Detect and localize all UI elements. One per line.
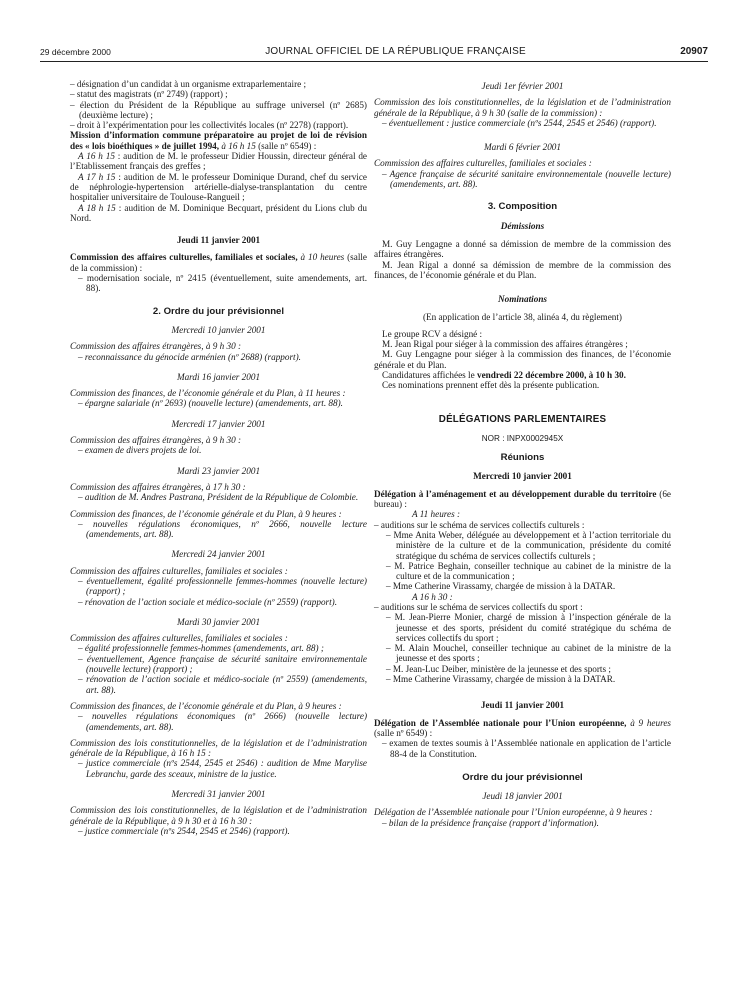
date-heading: Jeudi 1er février 2001: [481, 81, 564, 91]
commission-line: Commission des affaires culturelles, familiales et sociales, à 10 heures (salle de la commission) :: [70, 252, 368, 273]
commission-line: Commission des affaires culturelles, familiales et sociales :: [70, 633, 288, 644]
commission-line: Commission des affaires étrangères, à 9 h 30 :: [70, 341, 242, 352]
delegation-line: Délégation à l’aménagement et au développement durable du territoire (6e bureau) :: [374, 488, 672, 510]
list-item: – bilan de la présidence française (rapport d’information).: [382, 817, 599, 828]
commission-line: Commission des affaires étrangères, à 9 h 30 :: [70, 435, 242, 446]
nor-reference: NOR : INPX0002945X: [481, 433, 564, 443]
header-title: JOURNAL OFFICIEL DE LA RÉPUBLIQUE FRANÇAISE: [265, 46, 526, 57]
right-column: [374, 79, 671, 828]
commission-line: Commission des affaires étrangères, à 17 h 30 :: [70, 481, 246, 492]
list-item: – examen de textes soumis à l’Assemblée nationale en application de l’article 88-4 de la Constitution.: [382, 738, 671, 759]
list-item: – justice commerciale (nºs 2544, 2545 et 2546) (rapport).: [78, 825, 290, 836]
list-item: – reconnaissance du génocide arménien (nº 2688) (rapport).: [78, 351, 301, 362]
subsection-heading: Démissions: [500, 220, 545, 231]
date-heading: Mercredi 24 janvier 2001: [171, 549, 266, 560]
audition-item: A 16 h 15 : audition de M. le professeur Didier Houssin, directeur général de l’Etablissement français des greffes ;: [70, 151, 368, 172]
list-item: – Agence française de sécurité sanitaire environnementale (nouvelle lecture) (amendements, art. 88).: [382, 168, 671, 190]
commission-line: Commission des finances, de l’économie générale et du Plan, à 9 heures :: [70, 700, 342, 711]
paragraph: M. Jean Rigal a donné sa démission de membre de la commission des finances, de l’économie générale et du Plan.: [374, 259, 671, 280]
list-item: – rénovation de l’action sociale et médico-sociale (nº 2559) (rapport).: [78, 596, 338, 607]
paragraph: M. Guy Lengagne a donné sa démission de membre de la commission des affaires étrangères.: [374, 238, 671, 260]
list-item: – Mme Catherine Virassamy, chargée de mission à la DATAR.: [386, 581, 616, 592]
day-heading: Jeudi 11 janvier 2001: [480, 700, 565, 711]
day-heading: Mercredi 10 janvier 2001: [473, 471, 572, 482]
list-item: – M. Jean-Pierre Monier, chargé de mission à l’inspection générale de la jeunesse et des sports, président du comité stratégique du schéma de services collectifs du sport ;: [386, 612, 671, 643]
list-item: – justice commerciale (nºs 2544, 2545 et 2546) : audition de Mme Marylise Lebranchu, garde des sceaux, ministre de la justice.: [78, 758, 367, 779]
list-item: – Mme Catherine Virassamy, chargée de mission à la DATAR.: [386, 674, 616, 685]
commission-line: Commission des affaires culturelles, familiales et sociales :: [70, 565, 288, 576]
list-item: – statut des magistrats (nº 2749) (rapport) ;: [70, 89, 228, 100]
time-line: A 11 heures :: [412, 509, 461, 520]
date-heading: Mercredi 31 janvier 2001: [171, 789, 266, 800]
day-heading: Jeudi 11 janvier 2001: [176, 235, 261, 246]
list-item: – éventuellement : justice commerciale (nºs 2544, 2545 et 2546) (rapport).: [382, 117, 657, 128]
delegation-line: Délégation de l’Assemblée nationale pour l’Union européenne, à 9 heures :: [374, 807, 653, 818]
section-heading: DÉLÉGATIONS PARLEMENTAIRES: [438, 413, 607, 425]
mission-title: Mission d’information commune préparatoire au projet de loi de révision des « lois bioéthiques » de juillet 1994, à 16 h 15 (salle nº 6549) :: [70, 130, 367, 151]
list-item: – examen de divers projets de loi.: [78, 445, 202, 456]
page-number: 20907: [680, 46, 708, 57]
list-item: – M. Patrice Beghain, conseiller technique au cabinet de la ministre de la culture et de la communication ;: [386, 560, 671, 582]
left-column: [70, 79, 367, 836]
commission-line: Commission des lois constitutionnelles, de la législation et de l’administration générale de la République, à 9 h 30 (salle de la commission) :: [374, 97, 671, 118]
section-heading: Réunions: [500, 452, 545, 464]
list-item: – éventuellement, égalité professionnelle femmes-hommes (nouvelle lecture) (rapport) ;: [78, 575, 367, 597]
list-item: – auditions sur le schéma de services collectifs du sport :: [374, 601, 583, 612]
commission-line: Commission des lois constitutionnelles, de la législation et de l’administration générale de la République, à 16 h 15 :: [70, 737, 367, 759]
paragraph: (En application de l’article 38, alinéa 4, du règlement): [423, 312, 622, 323]
date-heading: Mardi 6 février 2001: [484, 142, 561, 153]
date-heading: Mardi 16 janvier 2001: [176, 371, 261, 382]
list-item: – M. Alain Mouchel, conseiller technique au cabinet de la ministre de la jeunesse et des sports ;: [386, 643, 671, 664]
commission-line: Commission des finances, de l’économie générale et du Plan, à 11 heures :: [70, 388, 346, 399]
list-item: – égalité professionnelle femmes-hommes (amendements, art. 88) ;: [78, 643, 324, 654]
paragraph: Candidatures affichées le vendredi 22 décembre 2000, à 10 h 30.: [382, 369, 626, 380]
paragraph: M. Jean Rigal pour siéger à la commission des affaires étrangères ;: [382, 339, 628, 350]
delegation-line: Délégation de l’Assemblée nationale pour l’Union européenne, à 9 heures (salle nº 6549) :: [374, 717, 671, 738]
commission-line: Commission des affaires culturelles, familiales et sociales :: [374, 158, 592, 169]
header-rule: [40, 61, 708, 62]
list-item: – nouvelles régulations économiques, nº 2666, nouvelle lecture (amendements, art. 88).: [78, 518, 367, 540]
audition-item: A 18 h 15 : audition de M. Dominique Becquart, président du Lions club du Nord.: [70, 202, 367, 223]
subsection-heading: Nominations: [497, 294, 547, 305]
list-item: – auditions sur le schéma de services collectifs culturels :: [374, 519, 585, 530]
paragraph: Le groupe RCV a désigné :: [382, 328, 483, 339]
list-item: – Mme Anita Weber, déléguée au développement et à l’action territoriale du ministère de la culture et de la communication, présidente du comité stratégique du schéma de services collectifs culturels ;: [386, 529, 671, 561]
list-item: – nouvelles régulations économiques (nº 2666) (nouvelle lecture) (amendements, art. 88).: [78, 711, 367, 732]
date-heading: Mercredi 17 janvier 2001: [171, 418, 266, 429]
date-heading: Mardi 23 janvier 2001: [176, 465, 261, 476]
paragraph: Ces nominations prennent effet dès la présente publication.: [382, 380, 600, 391]
page-header: [40, 41, 708, 57]
section-heading: 2. Ordre du jour prévisionnel: [152, 305, 285, 317]
date-heading: Mercredi 10 janvier 2001: [171, 324, 266, 335]
commission-line: Commission des finances, de l’économie générale et du Plan, à 9 heures :: [70, 508, 342, 519]
audition-item: A 17 h 15 : audition de M. le professeur Dominique Durand, chef du service de néphrologie-hypertension artérielle-dialyse-transplantation du centre hospitalier universitaire de Toulouse-Rangueil ;: [70, 171, 368, 203]
list-item: – élection du Président de la République au suffrage universel (nº 2685) (deuxième lecture) ;: [70, 99, 367, 120]
date-heading: Mardi 30 janvier 2001: [176, 616, 261, 627]
list-item: – audition de M. Andres Pastrana, Président de la République de Colombie.: [78, 492, 359, 503]
list-item: – éventuellement, Agence française de sécurité sanitaire environnementale (nouvelle lecture) (rapport) ;: [78, 653, 367, 675]
list-item: – droit à l’expérimentation pour les collectivités locales (nº 2278) (rapport).: [70, 120, 349, 131]
section-heading: Ordre du jour prévisionnel: [462, 771, 583, 783]
section-heading: 3. Composition: [487, 201, 558, 213]
header-date: 29 décembre 2000: [40, 47, 111, 57]
time-line: A 16 h 30 :: [412, 591, 453, 602]
list-item: – modernisation sociale, nº 2415 (éventuellement, suite amendements, art. 88).: [78, 273, 367, 294]
list-item: – M. Jean-Luc Deiber, ministère de la jeunesse et des sports ;: [386, 663, 611, 674]
list-item: – rénovation de l’action sociale et médico-sociale (nº 2559) (amendements, art. 88).: [78, 674, 367, 695]
list-item: – désignation d’un candidat à un organisme extraparlementaire ;: [70, 79, 307, 89]
list-item: – épargne salariale (nº 2693) (nouvelle lecture) (amendements, art. 88).: [78, 398, 343, 409]
paragraph: M. Guy Lengagne pour siéger à la commission des finances, de l’économie générale et du Plan.: [374, 349, 671, 370]
commission-line: Commission des lois constitutionnelles, de la législation et de l’administration générale de la République, à 9 h 30 et à 16 h 30 :: [70, 805, 367, 826]
date-heading: Jeudi 18 janvier 2001: [482, 791, 563, 802]
